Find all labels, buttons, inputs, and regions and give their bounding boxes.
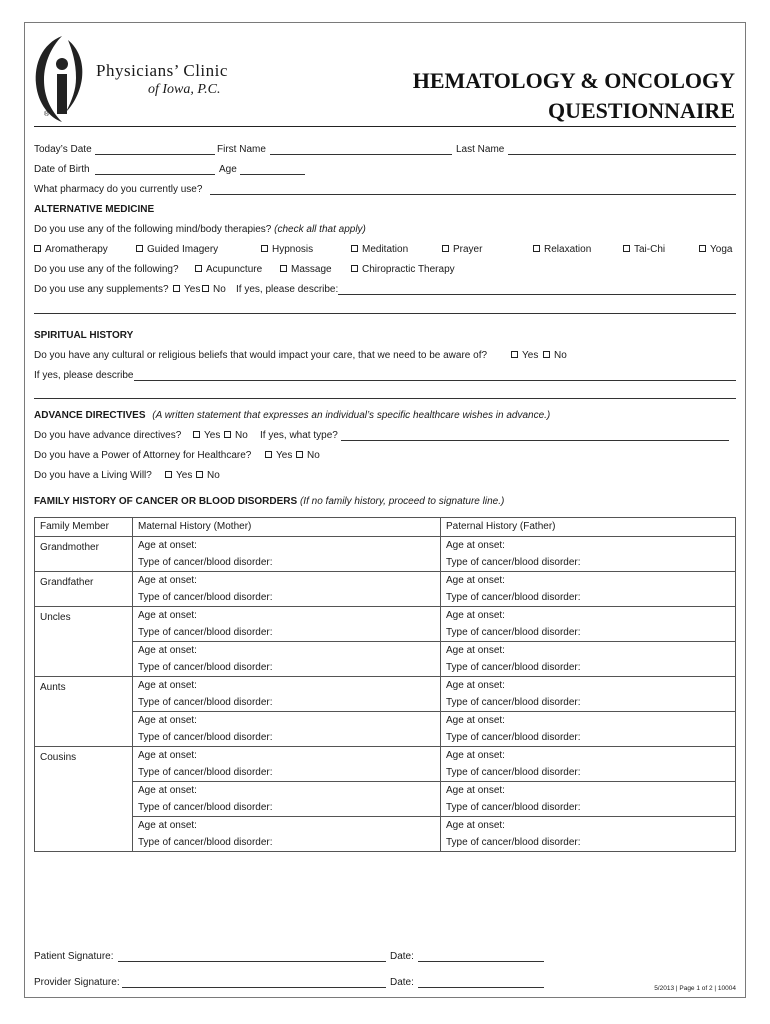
age-label: Age at onset: — [446, 645, 505, 656]
registered-mark: ® — [44, 111, 50, 118]
type-label: Type of cancer/blood disorder: — [138, 697, 273, 708]
therapy-option-guided-imagery[interactable] — [136, 244, 218, 256]
member-grandfather: Grandfather — [35, 572, 133, 607]
todays-date-field[interactable] — [95, 154, 215, 155]
option-label: Chiropractic Therapy — [362, 264, 455, 275]
age-label: Age at onset: — [446, 540, 505, 551]
age-label: Age at onset: — [446, 680, 505, 691]
type-label: Type of cancer/blood disorder: — [446, 802, 581, 813]
spiritual-heading: SPIRITUAL HISTORY — [34, 330, 134, 341]
therapy-label: Tai-Chi — [634, 244, 666, 255]
type-label: Type of cancer/blood disorder: — [446, 557, 581, 568]
type-label: Type of cancer/blood disorder: — [446, 732, 581, 743]
table-row — [35, 747, 736, 852]
age-label: Age at onset: — [138, 715, 197, 726]
other-therapies-question: Do you use any of the following? — [34, 264, 179, 275]
age-label: Age at onset: — [446, 750, 505, 761]
therapy-label: Hypnosis — [272, 244, 314, 255]
paternal-cell[interactable] — [441, 747, 736, 852]
age-label: Age at onset: — [138, 610, 197, 621]
checkbox[interactable] — [196, 471, 203, 478]
checkbox[interactable] — [699, 245, 706, 252]
option-label: Acupuncture — [206, 264, 263, 275]
option-massage[interactable] — [280, 264, 332, 276]
age-label: Age at onset: — [138, 575, 197, 586]
supplements-yes[interactable] — [173, 284, 200, 296]
therapy-label: Prayer — [453, 244, 483, 255]
type-label: Type of cancer/blood disorder: — [138, 557, 273, 568]
age-label: Age at onset: — [138, 820, 197, 831]
maternal-cell[interactable] — [133, 677, 441, 747]
checkbox[interactable] — [543, 351, 550, 358]
alt-medicine-heading: ALTERNATIVE MEDICINE — [34, 204, 155, 215]
provider-signature-field[interactable] — [122, 987, 386, 988]
checkbox[interactable] — [623, 245, 630, 252]
table-header-row — [35, 518, 736, 537]
col-member-header: Family Member — [35, 518, 133, 537]
patient-date-field[interactable] — [418, 961, 544, 962]
table-row — [35, 677, 736, 747]
spiritual-followup: If yes, please describe — [34, 370, 134, 381]
checkbox[interactable] — [261, 245, 268, 252]
patient-date-label: Date: — [390, 951, 414, 962]
type-label: Type of cancer/blood disorder: — [446, 697, 581, 708]
spiritual-field[interactable] — [134, 380, 736, 381]
therapy-label: Yoga — [710, 244, 733, 255]
advance-note: (A written statement that expresses an individual’s specific healthcare wishes in advance.) — [152, 410, 551, 421]
advance-type-field[interactable] — [341, 440, 729, 441]
type-label: Type of cancer/blood disorder: — [446, 627, 581, 638]
type-label: Type of cancer/blood disorder: — [446, 837, 581, 848]
yes-label: Yes — [204, 430, 221, 441]
therapy-option-tai-chi[interactable] — [623, 244, 665, 256]
yes-label: Yes — [184, 284, 201, 295]
age-label: Age at onset: — [446, 715, 505, 726]
option-acupuncture[interactable] — [195, 264, 262, 276]
advance-q2-yes[interactable] — [265, 450, 292, 462]
todays-date-label: Today’s Date — [34, 144, 92, 155]
last-name-field[interactable] — [508, 154, 736, 155]
age-label: Age at onset: — [446, 785, 505, 796]
supplements-followup: If yes, please describe: — [236, 284, 339, 295]
form-title-line2: QUESTIONNAIRE — [547, 98, 735, 123]
provider-signature-label: Provider Signature: — [34, 977, 120, 988]
therapies-question-note: (check all that apply) — [274, 224, 366, 235]
type-label: Type of cancer/blood disorder: — [138, 802, 273, 813]
spiritual-question: Do you have any cultural or religious beliefs that would impact your care, that we need to be aware of? — [34, 350, 488, 361]
table-row — [35, 607, 736, 677]
therapy-label: Meditation — [362, 244, 409, 255]
age-label: Age at onset: — [446, 575, 505, 586]
clinic-logo-icon — [32, 34, 86, 124]
maternal-cell[interactable] — [133, 537, 441, 572]
form-title — [413, 68, 735, 124]
no-label: No — [213, 284, 226, 295]
header-divider — [34, 126, 736, 127]
age-field[interactable] — [240, 174, 305, 175]
table-row — [35, 572, 736, 607]
checkbox[interactable] — [193, 431, 200, 438]
age-label: Age at onset: — [446, 610, 505, 621]
therapy-label: Aromatherapy — [45, 244, 108, 255]
family-history-table — [34, 517, 736, 852]
age-label: Age at onset: — [138, 785, 197, 796]
table-row — [35, 537, 736, 572]
yes-label: Yes — [176, 470, 193, 481]
member-cousins: Cousins — [35, 747, 133, 852]
advance-q2-no[interactable] — [296, 450, 320, 462]
type-label: Type of cancer/blood disorder: — [138, 592, 273, 603]
pharmacy-field[interactable] — [210, 194, 736, 195]
col-maternal-header: Maternal History (Mother) — [133, 518, 441, 537]
checkbox[interactable] — [280, 265, 287, 272]
no-label: No — [554, 350, 567, 361]
maternal-cell[interactable] — [133, 607, 441, 677]
option-chiropractic[interactable] — [351, 264, 455, 276]
last-name-label: Last Name — [456, 144, 505, 155]
no-label: No — [235, 430, 248, 441]
advance-q1-no[interactable] — [224, 430, 248, 442]
paternal-cell[interactable] — [441, 677, 736, 747]
checkbox[interactable] — [34, 245, 41, 252]
type-label: Type of cancer/blood disorder: — [138, 732, 273, 743]
therapy-label: Relaxation — [544, 244, 592, 255]
form-title-line1: HEMATOLOGY & ONCOLOGY — [412, 68, 735, 93]
advance-q3-no[interactable] — [196, 470, 220, 482]
clinic-name: Physicians’ Clinic — [96, 61, 228, 80]
therapy-label: Guided Imagery — [147, 244, 219, 255]
spiritual-no[interactable] — [543, 350, 567, 362]
patient-signature-label: Patient Signature: — [34, 951, 114, 962]
member-uncles: Uncles — [35, 607, 133, 677]
paternal-cell[interactable] — [441, 607, 736, 677]
age-label: Age at onset: — [446, 820, 505, 831]
spiritual-yes[interactable] — [511, 350, 538, 362]
page-footer: 5/2013 | Page 1 of 2 | 10004 — [654, 985, 736, 992]
paternal-cell[interactable] — [441, 572, 736, 607]
checkbox[interactable] — [351, 265, 358, 272]
therapies-question — [34, 224, 366, 236]
therapy-option-relaxation[interactable] — [533, 244, 591, 256]
patient-signature-field[interactable] — [118, 961, 386, 962]
clinic-subtitle: of Iowa, P.C. — [148, 82, 221, 97]
supplements-field[interactable] — [338, 294, 736, 295]
checkbox[interactable] — [202, 285, 209, 292]
checkbox[interactable] — [136, 245, 143, 252]
age-label: Age at onset: — [138, 645, 197, 656]
provider-date-label: Date: — [390, 977, 414, 988]
first-name-label: First Name — [217, 144, 266, 155]
family-heading-row — [34, 496, 504, 508]
member-aunts: Aunts — [35, 677, 133, 747]
advance-q1: Do you have advance directives? — [34, 430, 182, 441]
advance-q1-followup: If yes, what type? — [260, 430, 338, 441]
member-grandmother: Grandmother — [35, 537, 133, 572]
yes-label: Yes — [276, 450, 293, 461]
checkbox[interactable] — [265, 451, 272, 458]
checkbox[interactable] — [296, 451, 303, 458]
type-label: Type of cancer/blood disorder: — [138, 627, 273, 638]
checkbox[interactable] — [173, 285, 180, 292]
type-label: Type of cancer/blood disorder: — [138, 837, 273, 848]
option-label: Massage — [291, 264, 332, 275]
checkbox[interactable] — [511, 351, 518, 358]
supplements-no[interactable] — [202, 284, 226, 296]
advance-heading-row — [34, 410, 550, 422]
maternal-cell[interactable] — [133, 747, 441, 852]
maternal-cell[interactable] — [133, 572, 441, 607]
provider-date-field[interactable] — [418, 987, 544, 988]
checkbox[interactable] — [224, 431, 231, 438]
type-label: Type of cancer/blood disorder: — [446, 767, 581, 778]
type-label: Type of cancer/blood disorder: — [138, 662, 273, 673]
dob-field[interactable] — [95, 174, 215, 175]
advance-heading: ADVANCE DIRECTIVES — [34, 410, 146, 421]
col-paternal-header: Paternal History (Father) — [441, 518, 736, 537]
paternal-cell[interactable] — [441, 537, 736, 572]
advance-q3-yes[interactable] — [165, 470, 192, 482]
age-label: Age at onset: — [138, 540, 197, 551]
family-note: (If no family history, proceed to signature line.) — [299, 496, 505, 507]
spiritual-field-2[interactable] — [34, 398, 736, 399]
therapy-option-meditation[interactable] — [351, 244, 408, 256]
no-label: No — [207, 470, 220, 481]
therapy-option-aromatherapy[interactable] — [34, 244, 108, 256]
therapy-option-yoga[interactable] — [699, 244, 732, 256]
therapy-option-hypnosis[interactable] — [261, 244, 313, 256]
advance-q1-yes[interactable] — [193, 430, 220, 442]
age-label: Age at onset: — [138, 680, 197, 691]
age-label: Age — [219, 164, 237, 175]
advance-q3: Do you have a Living Will? — [34, 470, 152, 481]
pharmacy-label: What pharmacy do you currently use? — [34, 184, 203, 195]
checkbox[interactable] — [165, 471, 172, 478]
type-label: Type of cancer/blood disorder: — [138, 767, 273, 778]
therapies-question-text: Do you use any of the following mind/body therapies? — [34, 224, 272, 235]
checkbox[interactable] — [442, 245, 449, 252]
dob-label: Date of Birth — [34, 164, 90, 175]
supplements-field-2[interactable] — [34, 313, 736, 314]
type-label: Type of cancer/blood disorder: — [446, 662, 581, 673]
advance-q2: Do you have a Power of Attorney for Healthcare? — [34, 450, 252, 461]
type-label: Type of cancer/blood disorder: — [446, 592, 581, 603]
first-name-field[interactable] — [270, 154, 452, 155]
no-label: No — [307, 450, 320, 461]
age-label: Age at onset: — [138, 750, 197, 761]
checkbox[interactable] — [195, 265, 202, 272]
checkbox[interactable] — [351, 245, 358, 252]
checkbox[interactable] — [533, 245, 540, 252]
yes-label: Yes — [522, 350, 539, 361]
family-heading: FAMILY HISTORY OF CANCER OR BLOOD DISORDERS — [34, 496, 298, 507]
therapy-option-prayer[interactable] — [442, 244, 482, 256]
supplements-question: Do you use any supplements? — [34, 284, 169, 295]
